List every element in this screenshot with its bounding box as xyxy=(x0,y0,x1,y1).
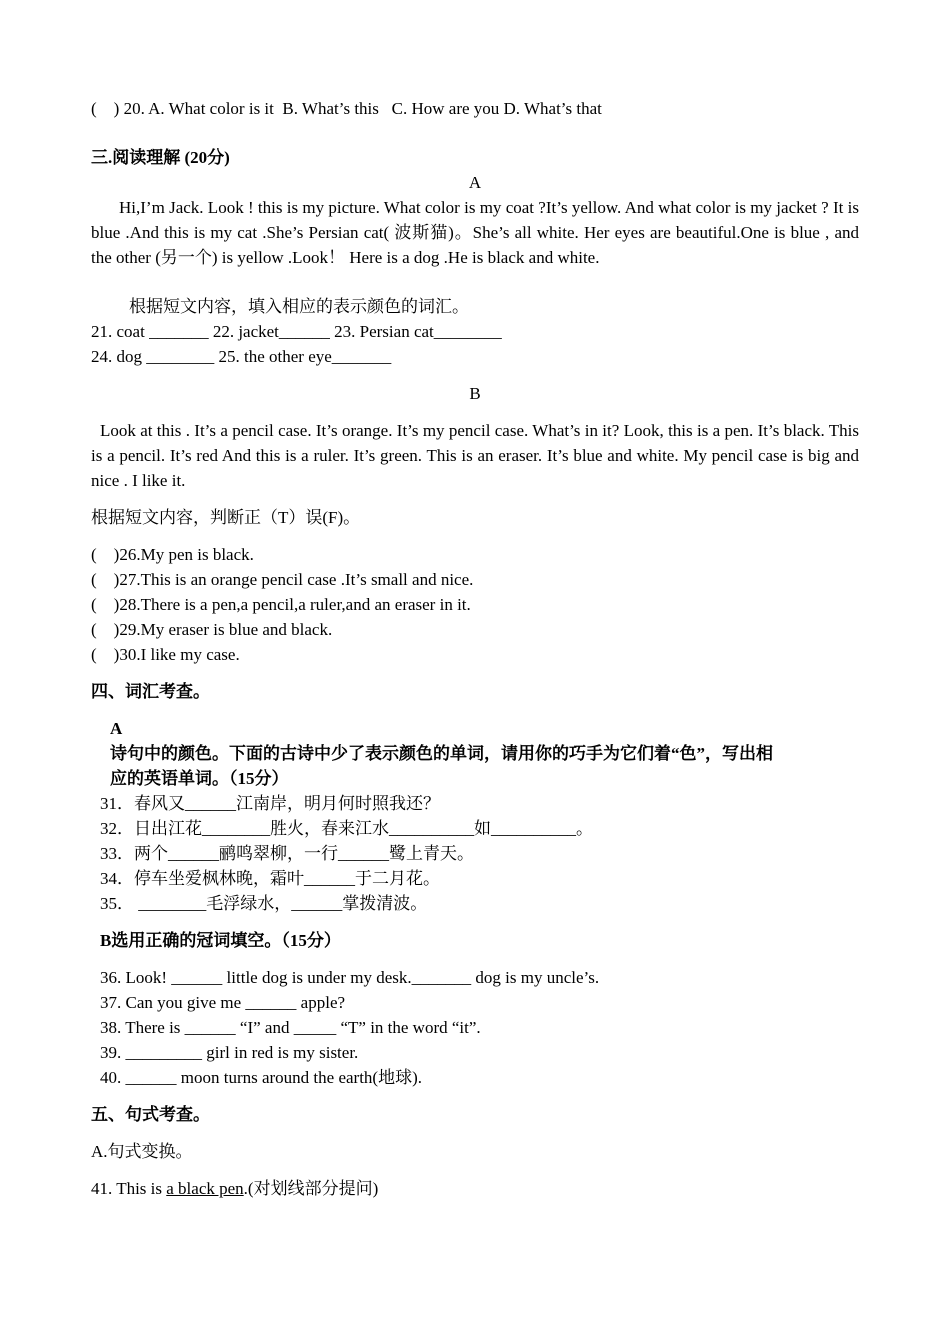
tf-item: ( )27.This is an orange pencil case .It’s small and nice. xyxy=(91,570,474,589)
section4-part-b-label: B选用正确的冠词填空。（15分） xyxy=(100,931,341,950)
question-41-underlined: a black pen xyxy=(166,1179,244,1198)
section4-part-a-label: A xyxy=(110,719,123,738)
poem-item: 31．春风又______江南岸，明月何时照我还？ xyxy=(100,794,440,813)
section5-heading: 五、句式考查。 xyxy=(91,1105,210,1124)
poem-item: 33．两个______鹂鸣翠柳，一行______鹭上青天。 xyxy=(100,844,474,863)
article-item: 40. ______ moon turns around the earth(地球). xyxy=(100,1068,422,1087)
section4-part-a-instruction-2: 应的英语单词。（15分） xyxy=(110,769,289,788)
passage-a-instruction: 根据短文内容，填入相应的表示颜色的词汇。 xyxy=(129,297,469,316)
poem-item: 34．停车坐爱枫林晚，霜叶______于二月花。 xyxy=(100,869,440,888)
question-41-suffix: .(对划线部分提问) xyxy=(243,1179,379,1198)
article-item: 36. Look! ______ little dog is under my desk._______ dog is my uncle’s. xyxy=(100,968,600,987)
passage-b-instruction: 根据短文内容，判断正（T）误(F)。 xyxy=(91,508,361,527)
poem-item: 32．日出江花________胜火，春来江水__________如__________。 xyxy=(100,819,593,838)
question-41 xyxy=(91,1176,859,1201)
tf-item: ( )29.My eraser is blue and black. xyxy=(91,620,333,639)
article-item: 39. _________ girl in red is my sister. xyxy=(100,1043,359,1062)
article-item: 38. There is ______ “I” and _____ “T” in the word “it”. xyxy=(100,1018,481,1037)
tf-item: ( )26.My pen is black. xyxy=(91,545,254,564)
tf-item: ( )28.There is a pen,a pencil,a ruler,and an eraser in it. xyxy=(91,595,471,614)
question-20: ( ) 20. A. What color is it B. What’s this C. How are you D. What’s that xyxy=(91,99,602,118)
passage-b: Look at this . It’s a pencil case. It’s orange. It’s my pencil case. What’s in it? Look, this is a pen. It’s black. This is a pencil. It’s red And this is a ruler. It’s green. This is an eraser. It’s blue and white. My pencil case is big and nice . I like it. xyxy=(91,421,859,490)
questions-21-23: 21. coat _______ 22. jacket______ 23. Persian cat________ xyxy=(91,322,502,341)
section4-heading: 四、词汇考查。 xyxy=(91,682,210,701)
worksheet-page xyxy=(91,96,859,1201)
article-item: 37. Can you give me ______ apple? xyxy=(100,993,346,1012)
poem-item: 35． ________毛浮绿水，______掌拨清波。 xyxy=(100,894,428,913)
tf-item: ( )30.I like my case. xyxy=(91,645,240,664)
section5-part-a-label: A.句式变换。 xyxy=(91,1142,193,1161)
section4-part-a-instruction-1: 诗句中的颜色。下面的古诗中少了表示颜色的单词，请用你的巧手为它们着“色”，写出相 xyxy=(110,744,773,763)
section3-part-a-label: A xyxy=(468,173,482,192)
section3-part-b-label: B xyxy=(469,384,481,403)
questions-24-25: 24. dog ________ 25. the other eye_______ xyxy=(91,347,392,366)
section4-part-a xyxy=(91,716,859,791)
passage-a: Hi,I’m Jack. Look ! this is my picture. What color is my coat ?It’s yellow. And what color is my jacket ? It is blue .And this is my cat .She’s Persian cat( 波斯猫)。She’s all white. Her eyes are beautiful.One is blue , and the other (另一个) is yellow .Look！ Here is a dog .He is black and white. xyxy=(91,198,859,267)
section3-heading: 三.阅读理解 (20分) xyxy=(91,148,230,167)
question-41-prefix: 41. This is xyxy=(91,1179,167,1198)
